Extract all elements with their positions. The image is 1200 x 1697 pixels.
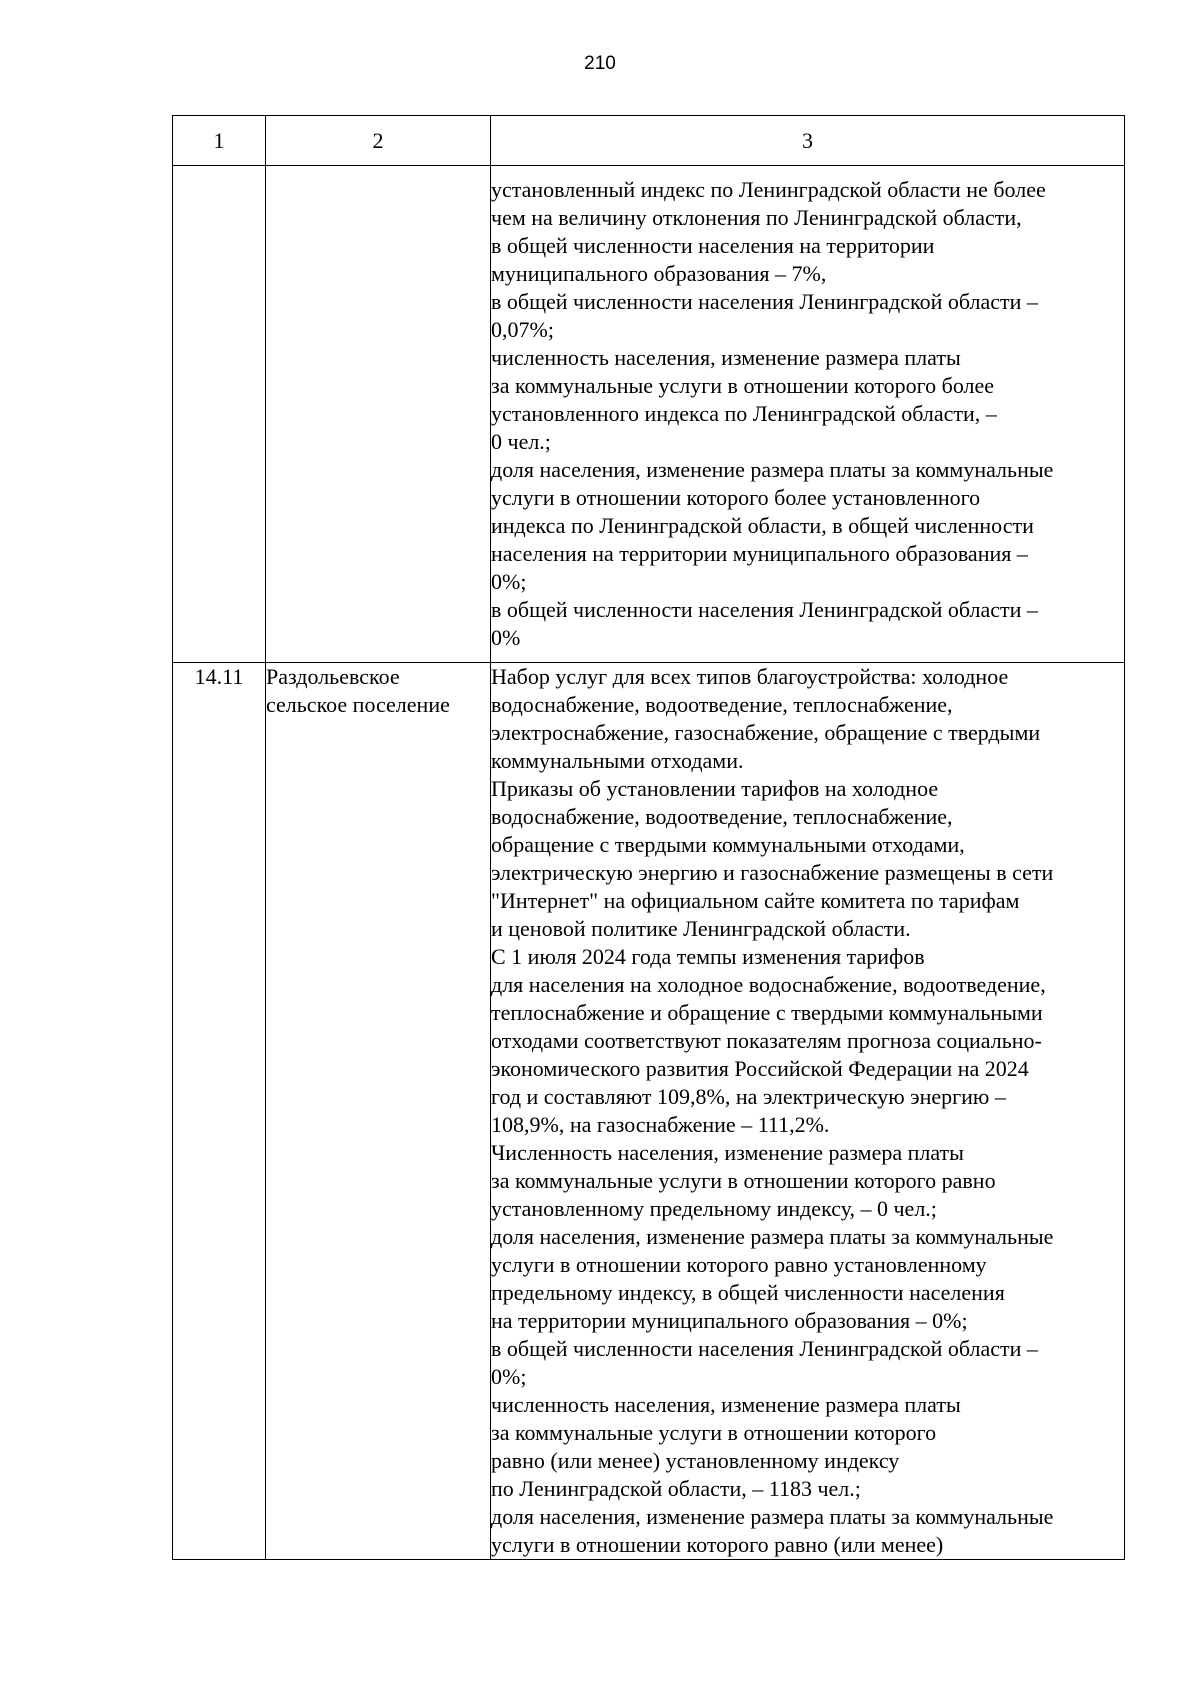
- text-line: 0%: [491, 625, 521, 650]
- row-number-cell: 14.11: [173, 663, 266, 1560]
- text-line: установленного индекса по Ленинградской области, –: [491, 401, 997, 426]
- text-line: и ценовой политике Ленинградской области.: [491, 916, 911, 941]
- text-line: для населения на холодное водоснабжение, водоотведение,: [491, 972, 1046, 997]
- text-line: год и составляют 109,8%, на электрическую энергию –: [491, 1084, 1006, 1109]
- text-line: муниципального образования – 7%,: [491, 261, 827, 286]
- table-header-row: [173, 116, 1125, 166]
- text-line: услуги в отношении которого равно установленному: [491, 1252, 987, 1277]
- text-line: доля населения, изменение размера платы за коммунальные: [491, 1224, 1054, 1249]
- text-line: Численность населения, изменение размера платы: [491, 1140, 964, 1165]
- text-line: 108,9%, на газоснабжение – 111,2%.: [491, 1112, 830, 1137]
- text-line: в общей численности населения Ленинградской области –: [491, 289, 1038, 314]
- text-line: по Ленинградской области, – 1183 чел.;: [491, 1476, 861, 1501]
- text-line: 0%;: [491, 1364, 527, 1389]
- text-line: доля населения, изменение размера платы за коммунальные: [491, 457, 1054, 482]
- text-line: равно (или менее) установленному индексу: [491, 1448, 900, 1473]
- municipality-name-line: Раздольевское: [266, 664, 400, 689]
- text-line: численность населения, изменение размера платы: [491, 345, 961, 370]
- text-line: доля населения, изменение размера платы за коммунальные: [491, 1504, 1054, 1529]
- column-header-3: 3: [491, 116, 1125, 166]
- description-cell: [491, 166, 1125, 663]
- page-number: 210: [584, 53, 616, 74]
- text-line: С 1 июля 2024 года темпы изменения тарифов: [491, 944, 925, 969]
- text-line: электрическую энергию и газоснабжение размещены в сети: [491, 860, 1054, 885]
- text-line: за коммунальные услуги в отношении которого более: [491, 373, 995, 398]
- data-table: [172, 115, 1125, 1560]
- text-line: коммунальными отходами.: [491, 748, 744, 773]
- text-line: предельному индексу, в общей численности населения: [491, 1280, 1005, 1305]
- text-line: услуги в отношении которого более установленного: [491, 485, 981, 510]
- text-line: в общей численности населения Ленинградской области –: [491, 1336, 1038, 1361]
- column-header-1: 1: [173, 116, 266, 166]
- text-line: установленному предельному индексу, – 0 чел.;: [491, 1196, 937, 1221]
- text-line: водоснабжение, водоотведение, теплоснабжение,: [491, 692, 953, 717]
- text-line: электроснабжение, газоснабжение, обращение с твердыми: [491, 720, 1041, 745]
- text-line: за коммунальные услуги в отношении которого: [491, 1420, 937, 1445]
- table-row: [173, 166, 1125, 663]
- municipality-cell: [266, 166, 491, 663]
- municipality-cell: [266, 663, 491, 1560]
- text-line: 0%;: [491, 569, 527, 594]
- text-line: Набор услуг для всех типов благоустройства: холодное: [491, 664, 1009, 689]
- text-line: теплоснабжение и обращение с твердыми коммунальными: [491, 1000, 1043, 1025]
- text-line: численность населения, изменение размера платы: [491, 1392, 961, 1417]
- text-line: отходами соответствуют показателям прогноза социально-: [491, 1028, 1042, 1053]
- text-line: за коммунальные услуги в отношении которого равно: [491, 1168, 996, 1193]
- text-line: населения на территории муниципального образования –: [491, 541, 1028, 566]
- text-line: 0,07%;: [491, 317, 554, 342]
- text-line: в общей численности населения Ленинградской области –: [491, 597, 1038, 622]
- text-line: водоснабжение, водоотведение, теплоснабжение,: [491, 804, 953, 829]
- text-line: в общей численности населения на территории: [491, 233, 935, 258]
- text-line: индекса по Ленинградской области, в общей численности: [491, 513, 1034, 538]
- row-number-cell: [173, 166, 266, 663]
- column-header-2: 2: [266, 116, 491, 166]
- text-line: Приказы об установлении тарифов на холодное: [491, 776, 939, 801]
- text-line: "Интернет" на официальном сайте комитета по тарифам: [491, 888, 1020, 913]
- text-line: на территории муниципального образования – 0%;: [491, 1308, 968, 1333]
- text-line: обращение с твердыми коммунальными отходами,: [491, 832, 965, 857]
- text-line: услуги в отношении которого равно (или менее): [491, 1532, 944, 1557]
- municipality-name-line: сельское поселение: [266, 692, 450, 717]
- text-line: установленный индекс по Ленинградской области не более: [491, 177, 1046, 202]
- description-cell: [491, 663, 1125, 1560]
- table-row: [173, 663, 1125, 1560]
- text-line: 0 чел.;: [491, 429, 551, 454]
- text-line: экономического развития Российской Федерации на 2024: [491, 1056, 1029, 1081]
- text-line: чем на величину отклонения по Ленинградской области,: [491, 205, 1022, 230]
